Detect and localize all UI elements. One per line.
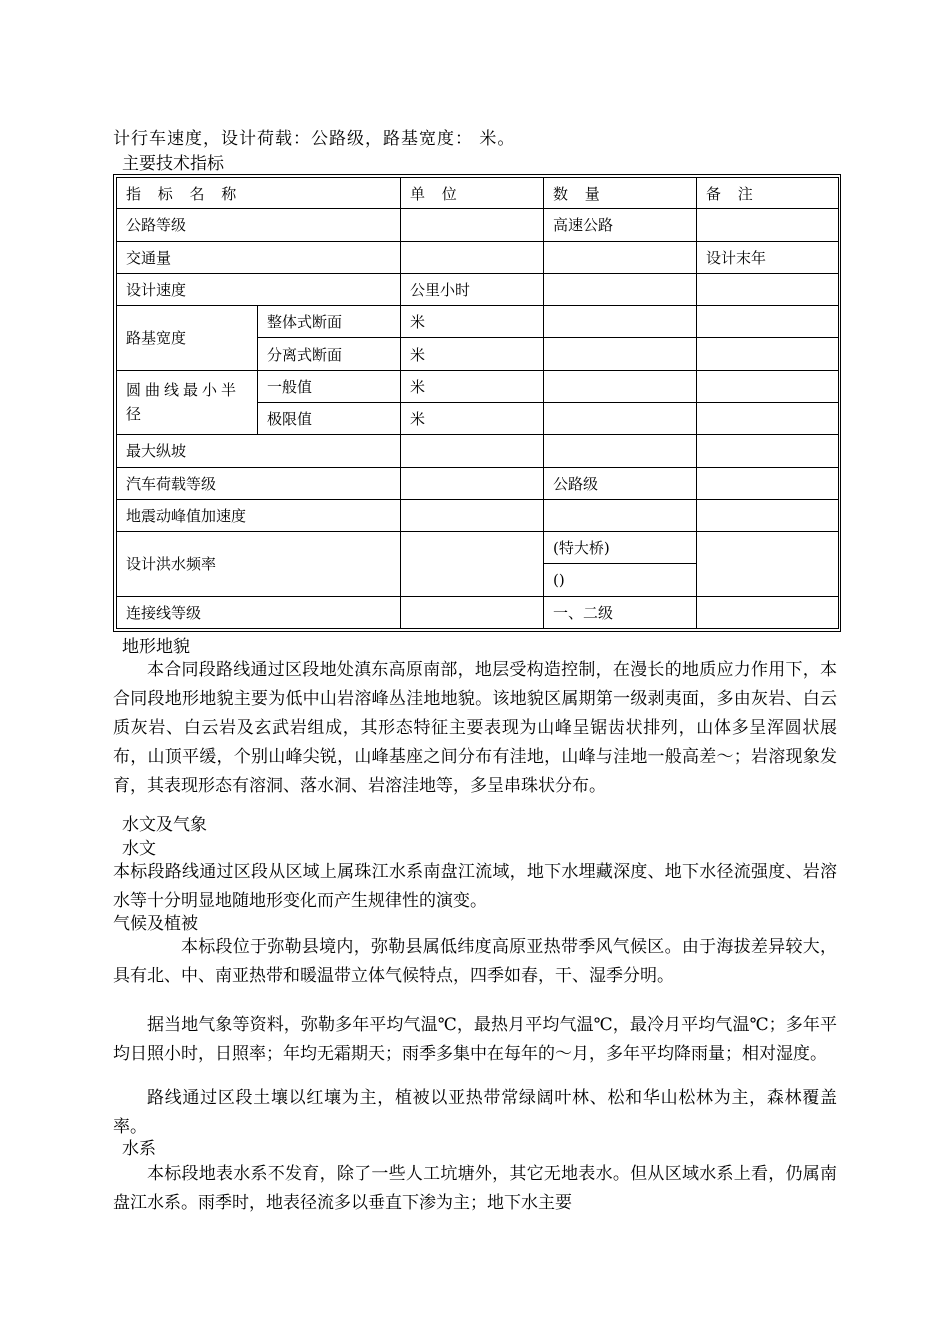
intro-line: 计行车速度，设计荷载：公路级，路基宽度： 米。 <box>113 129 516 149</box>
row-label: 地震动峰值加速度 <box>117 499 401 531</box>
table-title: 主要技术指标 <box>122 154 224 174</box>
header-name: 指 标 名 称 <box>117 178 401 209</box>
row-value: (特大桥) <box>544 532 697 564</box>
row-value <box>544 370 697 402</box>
row-note: 设计末年 <box>697 241 839 273</box>
row-value: 高速公路 <box>544 209 697 241</box>
climate-paragraph-2: 据当地气象等资料，弥勒多年平均气温℃，最热月平均气温℃，最冷月平均气温℃；多年平均日照小时，日照率；年均无霜期天；雨季多集中在每年的～月，多年平均降雨量；相对湿度。 <box>113 1015 837 1064</box>
row-note <box>697 435 839 467</box>
row-note <box>697 467 839 499</box>
row-label: 交通量 <box>117 241 401 273</box>
table-row <box>117 306 839 338</box>
row-unit: 米 <box>401 402 544 434</box>
row-value <box>544 306 697 338</box>
row-sublabel: 整体式断面 <box>258 306 401 338</box>
row-label: 设计速度 <box>117 273 401 305</box>
row-unit: 米 <box>401 338 544 370</box>
row-value: () <box>544 564 697 596</box>
climate-heading: 气候及植被 <box>113 914 198 934</box>
row-note <box>697 532 839 597</box>
header-quantity: 数 量 <box>544 178 697 209</box>
row-label: 路基宽度 <box>117 306 258 371</box>
row-note <box>697 338 839 370</box>
row-note <box>697 596 839 628</box>
table-row <box>117 209 839 241</box>
row-label: 最大纵坡 <box>117 435 401 467</box>
row-value <box>544 435 697 467</box>
row-unit <box>401 241 544 273</box>
table-row <box>117 435 839 467</box>
table-header-row <box>117 178 839 209</box>
row-label: 连接线等级 <box>117 596 401 628</box>
table-row <box>117 532 839 564</box>
row-unit: 米 <box>401 370 544 402</box>
row-value <box>544 273 697 305</box>
table-row <box>117 273 839 305</box>
climate-paragraph-3: 路线通过区段土壤以红壤为主，植被以亚热带常绿阔叶林、松和华山松林为主，森林覆盖率。 <box>113 1088 837 1137</box>
hydrology-subheading: 水文 <box>122 839 156 859</box>
terrain-paragraph: 本合同段路线通过区段地处滇东高原南部，地层受构造控制，在漫长的地质应力作用下，本合同段地形地貌主要为低中山岩溶峰丛洼地地貌。该地貌区属期第一级剥夷面，多由灰岩、白云质灰岩、白云岩及玄武岩组成，其形态特征主要表现为山峰呈锯齿状排列，山体多呈浑圆状展布，山顶平缓，个别山峰尖锐，山峰基座之间分布有洼地，山峰与洼地一般高差～；岩溶现象发育，其表现形态有溶洞、落水洞、岩溶洼地等，多呈串珠状分布。 <box>113 660 837 796</box>
table-row <box>117 596 839 628</box>
row-note <box>697 209 839 241</box>
specs-table <box>113 174 841 632</box>
terrain-heading: 地形地貌 <box>122 637 190 657</box>
row-value: 一、二级 <box>544 596 697 628</box>
row-sublabel: 一般值 <box>258 370 401 402</box>
table-row <box>117 370 839 402</box>
row-value <box>544 402 697 434</box>
table-row <box>117 467 839 499</box>
hydrology-paragraph: 本标段路线通过区段从区域上属珠江水系南盘江流域，地下水埋藏深度、地下水径流强度、岩溶水等十分明显地随地形变化而产生规律性的演变。 <box>113 862 837 911</box>
row-note <box>697 402 839 434</box>
row-label: 设计洪水频率 <box>117 532 401 597</box>
row-label: 公路等级 <box>117 209 401 241</box>
row-note <box>697 499 839 531</box>
row-note <box>697 273 839 305</box>
table-row <box>117 241 839 273</box>
row-sublabel: 分离式断面 <box>258 338 401 370</box>
row-unit <box>401 467 544 499</box>
row-unit: 米 <box>401 306 544 338</box>
row-unit <box>401 435 544 467</box>
row-value: 公路级 <box>544 467 697 499</box>
row-label: 圆曲线最小半径 <box>117 370 258 435</box>
row-label: 汽车荷载等级 <box>117 467 401 499</box>
row-unit <box>401 499 544 531</box>
row-unit <box>401 596 544 628</box>
water-system-paragraph: 本标段地表水系不发育，除了一些人工坑塘外，其它无地表水。但从区域水系上看，仍属南盘江水系。雨季时，地表径流多以垂直下渗为主；地下水主要 <box>113 1164 837 1213</box>
row-unit: 公里小时 <box>401 273 544 305</box>
row-unit <box>401 532 544 597</box>
row-note <box>697 370 839 402</box>
row-value <box>544 338 697 370</box>
row-note <box>697 306 839 338</box>
hydro-heading: 水文及气象 <box>122 815 207 835</box>
row-value <box>544 241 697 273</box>
water-system-heading: 水系 <box>122 1139 156 1159</box>
row-sublabel: 极限值 <box>258 402 401 434</box>
header-note: 备 注 <box>697 178 839 209</box>
row-unit <box>401 209 544 241</box>
climate-paragraph-1: 本标段位于弥勒县境内，弥勒县属低纬度高原亚热带季风气候区。由于海拔差异较大，具有北、中、南亚热带和暖温带立体气候特点，四季如春，干、湿季分明。 <box>113 937 837 986</box>
header-unit: 单 位 <box>401 178 544 209</box>
table-row <box>117 499 839 531</box>
row-value <box>544 499 697 531</box>
